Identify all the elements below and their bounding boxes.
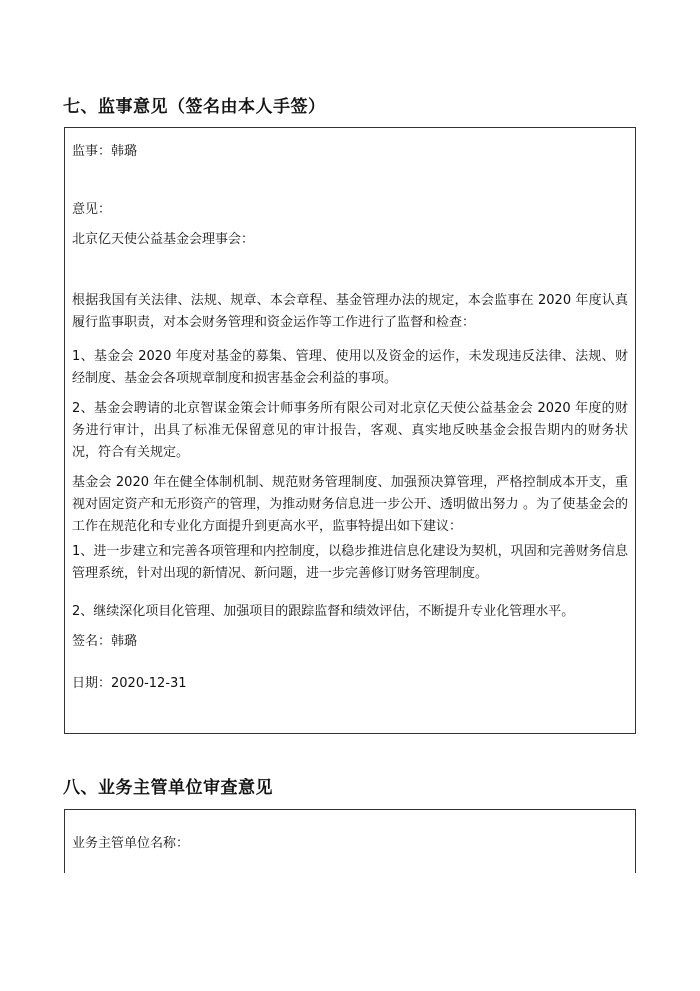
opinion-paragraph-intro: 根据我国有关法律、法规、规章、本会章程、基金管理办法的规定，本会监事在 2020 年度认真履行监事职责，对本会财务管理和资金运作等工作进行了监督和检查： — [72, 293, 628, 330]
supervisor-line: 监事：韩璐 — [72, 144, 138, 159]
suggestion-1: 1、进一步建立和完善各项管理和内控制度，以稳步推进信息化建设为契机，巩固和完善财务信息管理系统，针对出现的新情况、新问题，进一步完善修订财务管理制度。 — [72, 544, 628, 581]
suggestion-2: 2、继续深化项目化管理、加强项目的跟踪监督和绩效评估，不断提升专业化管理水平。 — [72, 604, 575, 619]
date-line: 日期：2020-12-31 — [72, 676, 187, 691]
supervisor-opinion-box — [64, 127, 636, 734]
section-8-title: 八、业务主管单位审查意见 — [63, 778, 273, 798]
opinion-paragraph-1: 1、基金会 2020 年度对基金的募集、管理、使用以及资金的运作，未发现违反法律、法规、财经制度、基金会各项规章制度和损害基金会利益的事项。 — [72, 349, 628, 386]
section-7-title: 七、监事意见（签名由本人手签） — [63, 97, 326, 117]
signature-line: 签名：韩璐 — [72, 634, 138, 649]
opinion-paragraph-3: 基金会 2020 年在健全体制机制、规范财务管理制度、加强预决算管理，严格控制成本开支，重视对固定资产和无形资产的管理，为推动财务信息进一步公开、透明做出努力 。为了使基金会的工作在规范化和专业化方面提升到更高水平，监事特提出如下建议： — [72, 475, 628, 534]
supervising-unit-box — [64, 809, 636, 873]
addressee-line: 北京亿天使公益基金会理事会： — [72, 232, 255, 247]
opinion-paragraph-2: 2、基金会聘请的北京智谋金策会计师事务所有限公司对北京亿天使公益基金会 2020 年度的财务进行审计，出具了标准无保留意见的审计报告，客观、真实地反映基金会报告期内的财务状况，符合有关规定。 — [72, 401, 628, 460]
opinion-label: 意见： — [72, 202, 112, 217]
unit-name-label: 业务主管单位名称： — [72, 836, 190, 851]
